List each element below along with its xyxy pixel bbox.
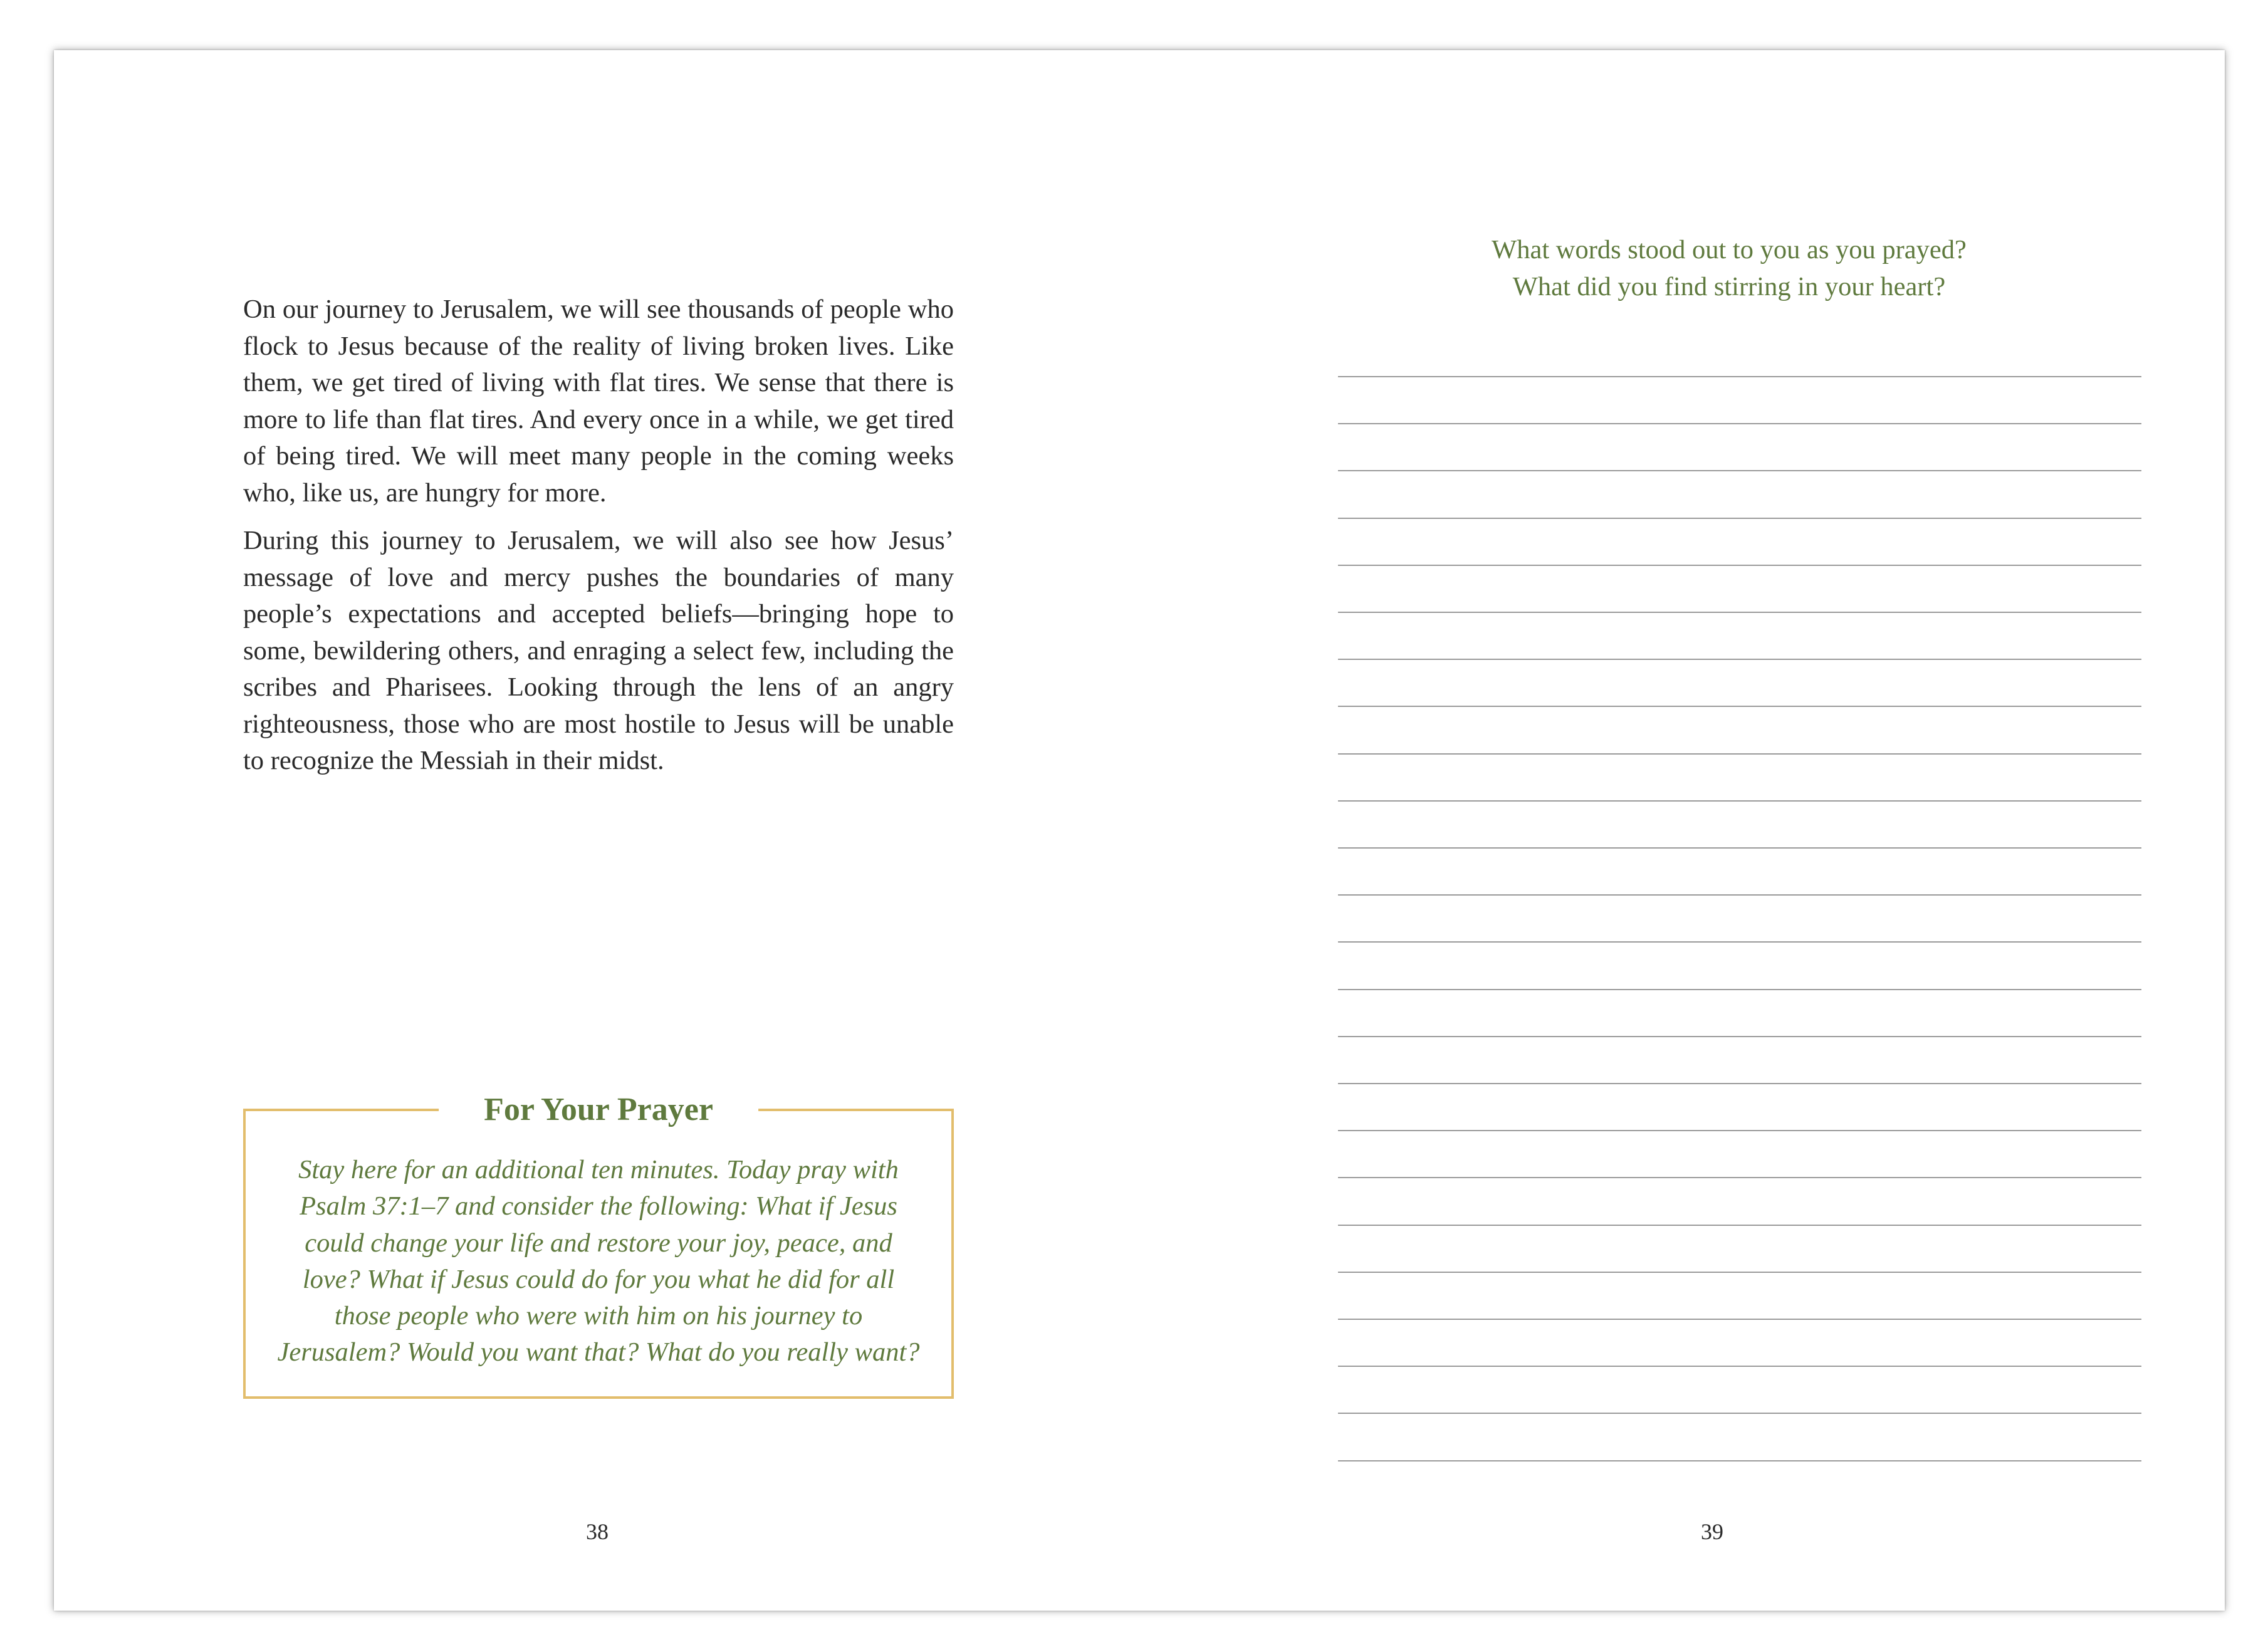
writing-line — [1338, 1225, 2141, 1226]
body-paragraph-2: During this journey to Jerusalem, we will also see how Jesus’ message of love and mercy pushes the boundaries of many people’s expectations and accepted beliefs—bringing hope to some, bewildering others, and enraging a select few, including the scribes and Pharisees. Looking through the lens of an angry righteousness, those who are most hostile to Jesus will be unable to recognize the Messiah in their midst. — [243, 526, 954, 775]
prayer-box — [243, 1092, 954, 1399]
writing-line — [1338, 1177, 2141, 1178]
right-page — [1139, 50, 2225, 1611]
writing-line — [1338, 518, 2141, 519]
reflection-prompt-line-1: What words stood out to you as you prayed? — [1492, 235, 1967, 264]
writing-line — [1338, 753, 2141, 755]
page-number-right: 39 — [1701, 1519, 1723, 1544]
writing-line — [1338, 847, 2141, 849]
writing-line — [1338, 1460, 2141, 1461]
writing-line — [1338, 1319, 2141, 1320]
writing-line — [1338, 706, 2141, 707]
book-spread — [54, 50, 2225, 1611]
writing-line — [1338, 376, 2141, 377]
reflection-prompt-line-2: What did you find stirring in your heart? — [1512, 271, 1946, 301]
writing-line — [1338, 894, 2141, 896]
writing-line — [1338, 989, 2141, 990]
writing-line — [1338, 1272, 2141, 1273]
reflection-prompt — [1327, 232, 2131, 305]
writing-line — [1338, 1036, 2141, 1037]
writing-line — [1338, 1130, 2141, 1131]
writing-line — [1338, 612, 2141, 613]
writing-line — [1338, 423, 2141, 424]
writing-lines — [1338, 376, 2141, 1479]
writing-line — [1338, 1083, 2141, 1084]
page-number-left: 38 — [586, 1519, 609, 1544]
left-page — [54, 50, 1139, 1611]
writing-line — [1338, 1366, 2141, 1367]
writing-line — [1338, 941, 2141, 943]
body-text — [243, 291, 954, 791]
writing-line — [1338, 470, 2141, 471]
prayer-box-text: Stay here for an additional ten minutes. Today pray with Psalm 37:1–7 and consider the following: What if Jesus could change your life and restore your joy, peace, and love? What if Jesus could do for you what he did for all those people who were with him on his journey to Jerusalem? Would you want that? What do you really want? — [277, 1155, 920, 1367]
writing-line — [1338, 659, 2141, 660]
body-paragraph-1: On our journey to Jerusalem, we will see thousands of people who flock to Jesus because of the reality of living broken lives. Like them, we get tired of living with flat tires. We sense that there is more to life than flat tires. And every once in a while, we get tired of being tired. We will meet many people in the coming weeks who, like us, are hungry for more. — [243, 295, 954, 508]
prayer-box-title: For Your Prayer — [439, 1086, 758, 1134]
writing-line — [1338, 800, 2141, 802]
writing-line — [1338, 1413, 2141, 1414]
writing-line — [1338, 565, 2141, 566]
